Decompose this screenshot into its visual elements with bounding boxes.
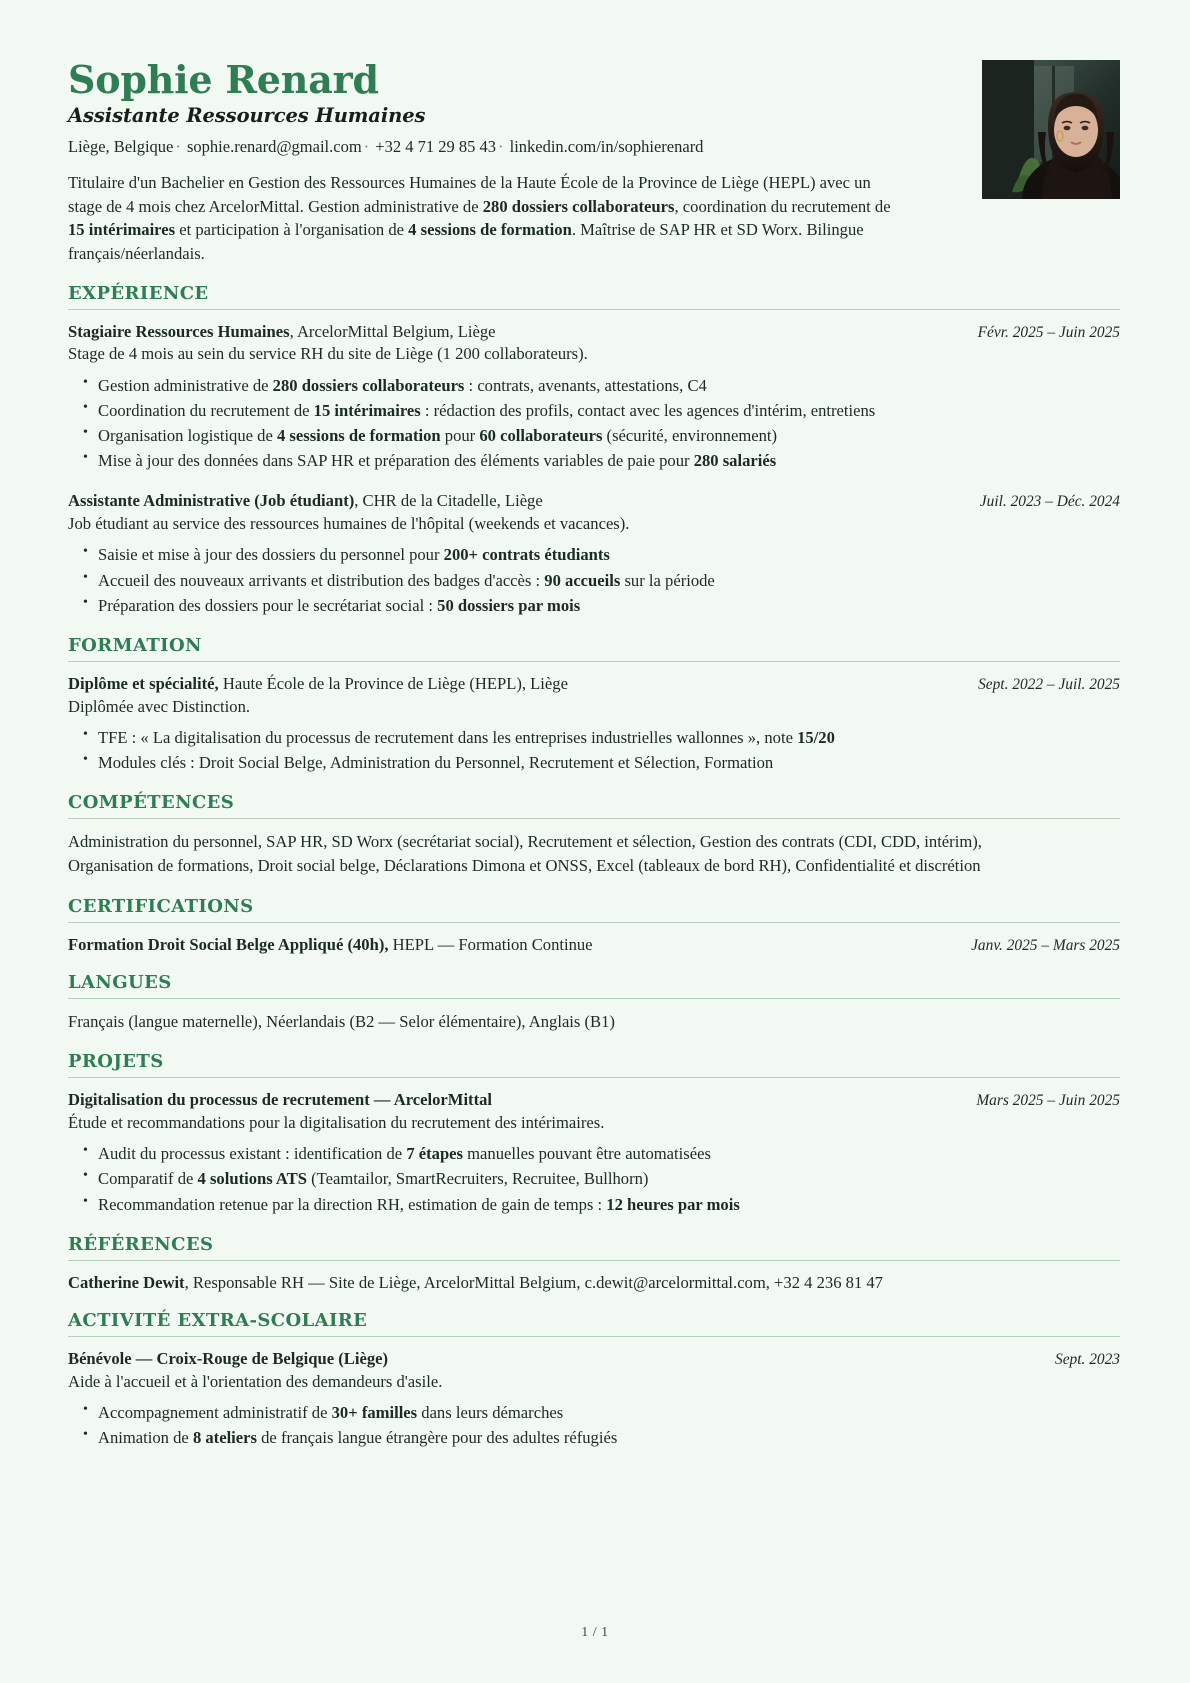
section-title-competences: COMPÉTENCES [68, 792, 235, 814]
entry-header [68, 1348, 1120, 1370]
section-experience [68, 283, 1120, 618]
page-indicator: 1 / 1 [581, 1625, 609, 1640]
entry-subtitle: Diplômée avec Distinction. [68, 696, 251, 716]
entry-header [68, 1089, 1120, 1111]
bullet-item: • Coordination du recrutement de 15 intérimaires : rédaction des profils, contact avec les agences d'intérim, entretiens [68, 398, 1120, 423]
certification-entry [68, 934, 1120, 956]
section-certifications [68, 896, 1120, 956]
section-divider [68, 998, 1120, 999]
contact-location: Liège, Belgique [68, 136, 174, 156]
section-title-experience: EXPÉRIENCE [68, 282, 209, 304]
bullet-item: • TFE : « La digitalisation du processus de recrutement dans les entreprises industrielles wallonnes », note 15/20 [68, 725, 1120, 750]
section-langues [68, 972, 1120, 1034]
experience-entry [68, 321, 1120, 474]
profile-summary: Titulaire d'un Bachelier en Gestion des Ressources Humaines de la Haute École de la Province de Liège (HEPL) avec un stage de 4 mois chez ArcelorMittal. Gestion administrative de 280 dossiers collaborateurs, coordination du recrutement de 15 intérimaires et participation à l'organisation de 4 sessions de formation. Maîtrise de SAP HR et SD Worx. Bilingue français/néerlandais. [68, 173, 891, 264]
entry-date: Févr. 2025 – Juin 2025 [977, 323, 1120, 341]
competences-body: Administration du personnel, SAP HR, SD Worx (secrétariat social), Recrutement et sélection, Gestion des contrats (CDI, CDD, intérim), Organisation de formations, Droit social belge, Déclarations Dimona et ONSS, Excel (tableaux de bord RH), Confidentialité et discrétion [68, 832, 982, 876]
entry-subtitle: Aide à l'accueil et à l'orientation des demandeurs d'asile. [68, 1371, 443, 1391]
entry-subtitle: Stage de 4 mois au sein du service RH du site de Liège (1 200 collaborateurs). [68, 344, 588, 364]
formation-entry [68, 673, 1120, 775]
entry-title: Formation Droit Social Belge Appliqué (40h), HEPL — Formation Continue [68, 934, 593, 954]
entry-date: Sept. 2023 [1055, 1351, 1120, 1369]
section-title-projets: PROJETS [68, 1051, 164, 1073]
entry-bullet-list [68, 1400, 1120, 1450]
entry-header [68, 934, 1120, 956]
entry-date: Sept. 2022 – Juil. 2025 [978, 676, 1120, 694]
contact-line [68, 136, 1120, 157]
experience-entry [68, 490, 1120, 618]
entry-title: Digitalisation du processus de recrutement — ArcelorMittal [68, 1090, 493, 1110]
bullet-item: • Recommandation retenue par la direction RH, estimation de gain de temps : 12 heures par mois [68, 1192, 1120, 1217]
section-extra-scolaire [68, 1310, 1120, 1450]
entry-header [68, 673, 1120, 695]
contact-separator-3: · [497, 136, 504, 156]
project-entry [68, 1089, 1120, 1217]
bullet-item: • Animation de 8 ateliers de français langue étrangère pour des adultes réfugiés [68, 1425, 1120, 1450]
bullet-item: • Préparation des dossiers pour le secrétariat social : 50 dossiers par mois [68, 593, 1120, 618]
bullet-item: • Mise à jour des données dans SAP HR et préparation des éléments variables de paie pour 280 salariés [68, 448, 1120, 473]
entry-date: Janv. 2025 – Mars 2025 [971, 936, 1120, 954]
entry-bullet-list [68, 542, 1120, 618]
avatar [982, 60, 1120, 199]
bullet-item: • Saisie et mise à jour des dossiers du personnel pour 200+ contrats étudiants [68, 542, 1120, 567]
contact-linkedin[interactable]: linkedin.com/in/sophierenard [509, 136, 704, 156]
entry-bullet-list [68, 725, 1120, 775]
langues-body: Français (langue maternelle), Néerlandais (B2 — Selor élémentaire), Anglais (B1) [68, 1012, 615, 1032]
portrait-photo-icon [982, 60, 1120, 199]
section-divider [68, 1336, 1120, 1337]
section-title-extra-scolaire: ACTIVITÉ EXTRA-SCOLAIRE [68, 1310, 368, 1332]
section-title-langues: LANGUES [68, 972, 172, 994]
reference-entry [68, 1272, 1120, 1294]
bullet-item: • Accompagnement administratif de 30+ familles dans leurs démarches [68, 1400, 1120, 1425]
entry-title: Diplôme et spécialité, Haute École de la Province de Liège (HEPL), Liège [68, 674, 568, 694]
entry-header [68, 490, 1120, 512]
entry-bullet-list [68, 373, 1120, 474]
entry-title: Bénévole — Croix-Rouge de Belgique (Liège) [68, 1349, 389, 1369]
entry-header [68, 321, 1120, 343]
section-title-certifications: CERTIFICATIONS [68, 895, 254, 917]
bullet-item: • Gestion administrative de 280 dossiers collaborateurs : contrats, avenants, attestations, C4 [68, 373, 1120, 398]
section-divider [68, 661, 1120, 662]
bullet-item: • Modules clés : Droit Social Belge, Administration du Personnel, Recrutement et Sélection, Formation [68, 750, 1120, 775]
section-projets [68, 1051, 1120, 1217]
entry-subtitle: Job étudiant au service des ressources humaines de l'hôpital (weekends et vacances). [68, 513, 630, 533]
bullet-item: • Comparatif de 4 solutions ATS (Teamtailor, SmartRecruiters, Recruitee, Bullhorn) [68, 1166, 1120, 1191]
bullet-item: • Accueil des nouveaux arrivants et distribution des badges d'accès : 90 accueils sur la période [68, 568, 1120, 593]
entry-subtitle: Étude et recommandations pour la digitalisation du recrutement des intérimaires. [68, 1112, 605, 1132]
contact-phone[interactable]: +32 4 71 29 85 43 [375, 136, 496, 156]
section-divider [68, 309, 1120, 310]
contact-separator-1: · [175, 136, 181, 156]
section-title-references: RÉFÉRENCES [68, 1233, 214, 1255]
extra-entry [68, 1348, 1120, 1450]
entry-title: Stagiaire Ressources Humaines, ArcelorMittal Belgium, Liège [68, 321, 496, 341]
entry-bullet-list [68, 1141, 1120, 1217]
section-divider [68, 818, 1120, 819]
resume-header [68, 57, 1120, 266]
entry-title: Assistante Administrative (Job étudiant), CHR de la Citadelle, Liège [68, 491, 543, 511]
contact-separator-2: · [363, 136, 370, 156]
section-formation [68, 635, 1120, 775]
section-references [68, 1234, 1120, 1294]
bullet-item: • Audit du processus existant : identification de 7 étapes manuelles pouvant être automatisées [68, 1141, 1120, 1166]
section-divider [68, 1260, 1120, 1261]
bullet-item: • Organisation logistique de 4 sessions de formation pour 60 collaborateurs (sécurité, environnement) [68, 423, 1120, 448]
page-title: Sophie Renard [68, 57, 379, 102]
entry-date: Juil. 2023 – Déc. 2024 [979, 493, 1120, 511]
section-divider [68, 922, 1120, 923]
entry-title: Catherine Dewit, Responsable RH — Site de Liège, ArcelorMittal Belgium, c.dewit@arcelormittal.com, +32 4 236 81 47 [68, 1272, 883, 1292]
section-title-formation: FORMATION [68, 635, 202, 657]
section-competences [68, 792, 1120, 878]
job-role-subtitle: Assistante Ressources Humaines [68, 103, 426, 127]
entry-date: Mars 2025 – Juin 2025 [976, 1092, 1120, 1110]
section-divider [68, 1077, 1120, 1078]
contact-email[interactable]: sophie.renard@gmail.com [187, 136, 362, 156]
